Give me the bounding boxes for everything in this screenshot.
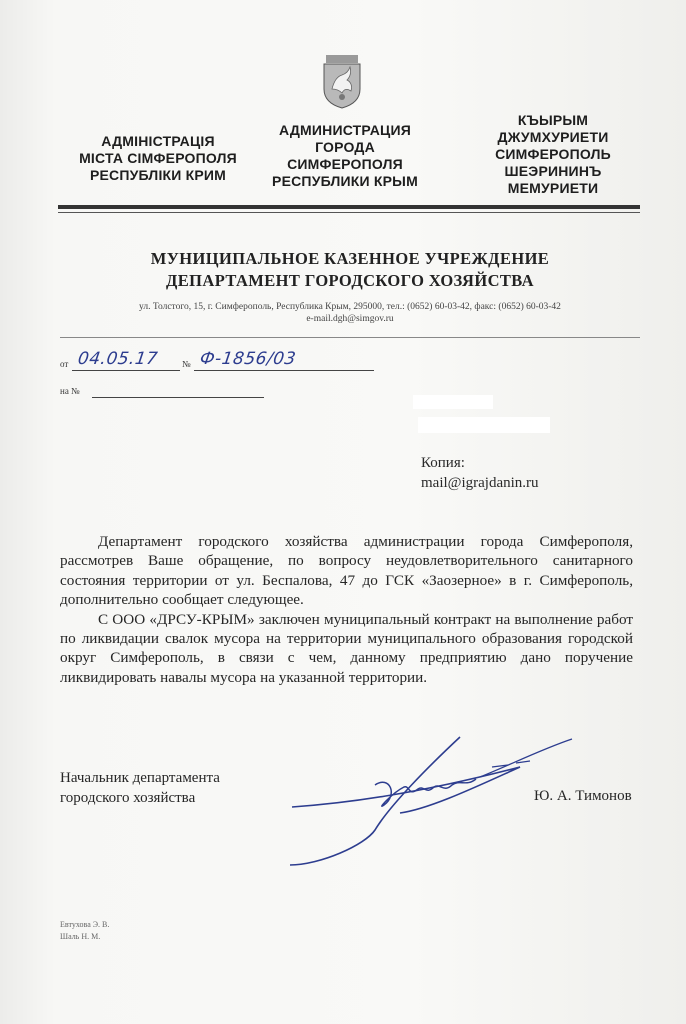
header-line: АДМИНИСТРАЦИЯ [279,122,411,138]
header-divider-thick [58,205,640,209]
signatory-title-line: городского хозяйства [60,790,196,806]
signatory-name: Ю. А. Тимонов [534,788,632,804]
redacted-recipient-address [418,417,550,433]
executor-line: Шаль Н. М. [60,932,101,941]
copy-label: Копия: [421,455,465,471]
executor-line: Евтухова Э. В. [60,920,110,929]
date-underline [72,370,180,371]
header-line: СИМФЕРОПОЛЬ [495,146,611,162]
header-line: ГОРОДА [315,139,375,155]
header-line: РЕСПУБЛИКИ КРЫМ [272,173,418,189]
organization-contacts [60,301,640,325]
number-label: № [182,359,191,369]
copy-email: mail@igrajdanin.ru [421,475,539,491]
header-divider-thin [58,212,640,213]
header-line: ШЕЭРИНИНЪ [504,163,602,179]
header-ukrainian [58,133,258,184]
crimea-coat-of-arms-icon [320,55,364,109]
redacted-recipient-name [413,395,493,409]
body-paragraph-2: С ООО «ДРСУ-КРЫМ» заключен муниципальный контракт на выполнение работ по ликвидации свалок мусора на территории муниципального образования городской округ Симферополь, в связи с чем, данному предприятию дано поручение ликвидировать навалы мусора на указанной территории. [60,610,633,686]
number-underline [194,370,374,371]
handwritten-number: Ф-1856/03 [198,349,298,369]
header-line: МЕМУРИЕТИ [507,180,599,196]
header-line: СИМФЕРОПОЛЯ [287,156,403,172]
address-text: ул. Толстого, 15, г. Симферополь, Республика Крым, 295000, тел.: (0652) 60-03-42, факс: (0652) 60-03-42 [139,302,561,312]
header-crimean-tatar [478,112,628,197]
copy-block [421,453,539,493]
from-label: от [60,359,69,369]
organization-name [60,248,640,292]
handwritten-date: 04.05.17 [76,349,160,369]
header-line: РЕСПУБЛІКИ КРИМ [89,167,227,183]
organization-line: МУНИЦИПАЛЬНОЕ КАЗЕННОЕ УЧРЕЖДЕНИЕ [150,249,550,268]
header-russian [262,122,428,190]
signatory-title [60,768,220,808]
body-paragraph-1: Департамент городского хозяйства администрации города Симферополя, рассмотрев Ваше обращение, по вопросу неудовлетворительного санитарного состояния территории от ул. Беспалова, 47 до ГСК «Заозерное» в г. Симферополь, дополнительно сообщает следующее. [60,533,633,609]
header-line: АДМІНІСТРАЦІЯ [101,133,215,149]
header-line: МІСТА СІМФЕРОПОЛЯ [79,150,237,166]
header-line: ДЖУМХУРИЕТИ [497,129,609,145]
reply-underline [92,397,264,398]
email-text: e-mail.dgh@simgov.ru [306,314,394,324]
contacts-divider [60,337,640,338]
header-line: КЪЫРЫМ [517,112,589,128]
executors [60,919,109,943]
signatory-title-line: Начальник департамента [60,770,220,786]
letter-body [60,532,633,687]
organization-line: ДЕПАРТАМЕНТ ГОРОДСКОГО ХОЗЯЙСТВА [166,271,534,290]
reply-label: на № [60,386,80,396]
